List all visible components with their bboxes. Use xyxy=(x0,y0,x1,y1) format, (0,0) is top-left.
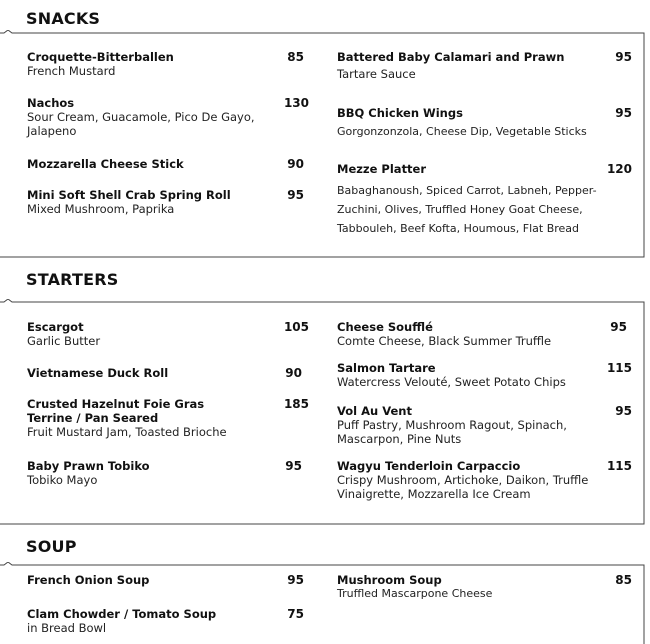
item-price: 95 xyxy=(615,50,632,64)
item-price: 95 xyxy=(287,188,304,202)
item-name: Mezze Platter xyxy=(337,162,427,176)
item-description: Puff Pastry, Mushroom Ragout, Spinach, Mascarpon, Pine Nuts xyxy=(337,418,567,446)
item-name: Vol Au Vent xyxy=(337,404,412,418)
menu-item xyxy=(27,366,267,380)
item-price: 85 xyxy=(615,573,632,587)
menu-item xyxy=(337,459,602,501)
item-description: Gorgonzonzola, Cheese Dip, Vegetable Sticks xyxy=(337,125,587,138)
menu-item xyxy=(27,157,267,171)
menu-item xyxy=(337,573,607,601)
menu-item xyxy=(337,162,627,238)
section-title-starters: STARTERS xyxy=(26,270,119,289)
item-price: 130 xyxy=(283,96,309,110)
item-price: 105 xyxy=(283,320,309,334)
item-name: Cheese Soufflé xyxy=(337,320,433,334)
item-price: 75 xyxy=(287,607,304,621)
item-description: in Bread Bowl xyxy=(27,621,107,635)
item-name: Crusted Hazelnut Foie Gras Terrine / Pan Seared xyxy=(27,397,205,425)
soup-panel xyxy=(0,562,645,644)
item-price: 95 xyxy=(615,106,632,120)
item-name: BBQ Chicken Wings xyxy=(337,106,463,120)
menu-item xyxy=(27,607,267,635)
item-name: Mushroom Soup xyxy=(337,573,442,587)
item-name: Battered Baby Calamari and Prawn xyxy=(337,50,565,64)
item-price: 85 xyxy=(287,50,304,64)
item-description: Garlic Butter xyxy=(27,334,101,348)
item-description: French Mustard xyxy=(27,64,116,78)
menu-item xyxy=(337,320,607,348)
item-price: 115 xyxy=(606,459,632,473)
item-description: Crispy Mushroom, Artichoke, Daikon, Truffle Vinaigrette, Mozzarella Ice Cream xyxy=(337,473,589,501)
item-name: Clam Chowder / Tomato Soup xyxy=(27,607,217,621)
snacks-panel xyxy=(0,30,645,258)
menu-item xyxy=(27,50,267,78)
item-price: 115 xyxy=(606,361,632,375)
item-name: French Onion Soup xyxy=(27,573,150,587)
item-name: Wagyu Tenderloin Carpaccio xyxy=(337,459,521,473)
item-description: Comte Cheese, Black Summer Truffle xyxy=(337,334,552,348)
menu-item xyxy=(27,320,267,348)
item-price: 95 xyxy=(610,320,627,334)
item-price: 95 xyxy=(615,404,632,418)
item-price: 90 xyxy=(287,157,304,171)
menu-item xyxy=(337,404,582,446)
item-price: 95 xyxy=(285,459,302,473)
item-name: Salmon Tartare xyxy=(337,361,436,375)
menu-item xyxy=(337,106,627,139)
menu-item xyxy=(27,573,267,587)
section-title-snacks: SNACKS xyxy=(26,9,101,28)
item-name: Mini Soft Shell Crab Spring Roll xyxy=(27,188,231,202)
section-title-soup: SOUP xyxy=(26,537,77,556)
item-name: Mozzarella Cheese Stick xyxy=(27,157,184,171)
item-name: Escargot xyxy=(27,320,84,334)
menu-item xyxy=(27,188,267,216)
item-description: Tobiko Mayo xyxy=(27,473,98,487)
item-name: Croquette-Bitterballen xyxy=(27,50,174,64)
item-description: Tartare Sauce xyxy=(337,67,416,81)
item-description: Babaghanoush, Spiced Carrot, Labneh, Pepper-Zuchini, Olives, Truffled Honey Goat Cheese, Tabbouleh, Beef Kofta, Houmous, Flat Bread xyxy=(337,184,597,235)
item-name: Nachos xyxy=(27,96,75,110)
item-description: Watercress Velouté, Sweet Potato Chips xyxy=(337,375,566,389)
item-price: 90 xyxy=(285,366,302,380)
menu-item xyxy=(27,397,237,439)
starters-panel xyxy=(0,299,645,525)
item-description: Sour Cream, Guacamole, Pico De Gayo, Jalapeno xyxy=(27,110,255,138)
menu-item xyxy=(27,96,267,138)
item-name: Vietnamese Duck Roll xyxy=(27,366,169,380)
item-price: 120 xyxy=(606,162,632,176)
item-description: Mixed Mushroom, Paprika xyxy=(27,202,175,216)
menu-item xyxy=(337,361,607,389)
item-description: Fruit Mustard Jam, Toasted Brioche xyxy=(27,425,227,439)
item-price: 185 xyxy=(283,397,309,411)
item-price: 95 xyxy=(287,573,304,587)
item-description: Truffled Mascarpone Cheese xyxy=(337,587,493,600)
menu-item xyxy=(337,50,607,81)
menu-item xyxy=(27,459,267,487)
item-name: Baby Prawn Tobiko xyxy=(27,459,150,473)
